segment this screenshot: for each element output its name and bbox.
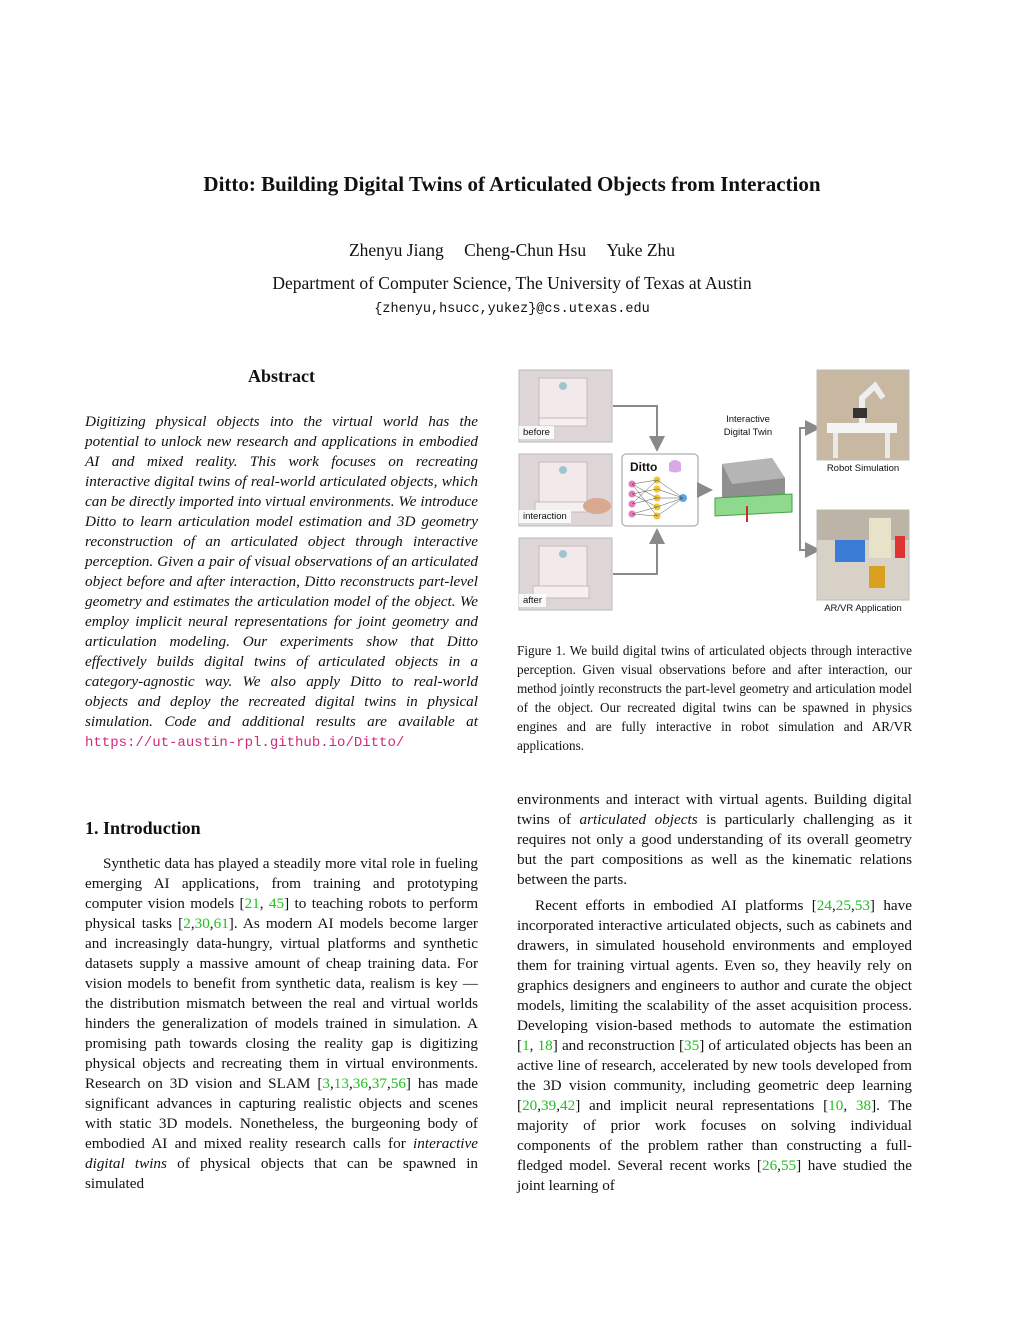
- ditto-model-label: Ditto: [630, 460, 658, 474]
- citation-link[interactable]: 61: [213, 915, 229, 932]
- citation-link[interactable]: 24: [816, 897, 832, 914]
- citation-link[interactable]: 10: [828, 1097, 844, 1114]
- digital-twin-label-line2: Digital Twin: [723, 427, 773, 438]
- project-url-link[interactable]: https://ut-austin-rpl.github.io/Ditto/: [85, 735, 405, 751]
- figure-1: [517, 368, 912, 620]
- citation-link[interactable]: 3: [322, 1075, 330, 1092]
- text-run: ] and reconstruction [: [552, 1037, 685, 1054]
- citation-link[interactable]: 21: [244, 895, 260, 912]
- right-column-body: [517, 790, 912, 1196]
- author-name: Zhenyu Jiang: [348, 240, 444, 260]
- before-label: before: [519, 426, 554, 439]
- text-run: is particularly challenging as it requires not only a good understanding of its overall geometry but the part compositions as well as the kinematic relations between the parts.: [517, 811, 912, 888]
- arvr-application-image: [817, 510, 909, 600]
- citation-link[interactable]: 2: [183, 915, 191, 932]
- citation-link[interactable]: 26: [761, 1157, 778, 1174]
- abstract-body: [85, 412, 478, 753]
- citation-link[interactable]: 45: [268, 895, 285, 912]
- robot-simulation-label: Robot Simulation: [826, 463, 900, 474]
- author-name: Yuke Zhu: [606, 240, 676, 260]
- text-run: of physical objects that can be spawned in simulated: [85, 1155, 479, 1192]
- abstract-text: Digitizing physical objects into the virtual world has the potential to unlock new research and applications in embodied AI and mixed reality. This work focuses on recreating interactive digital twins of real-world articulated objects, which can be directly imported into virtual environments. We introduce Ditto to learn articulation model estimation and 3D geometry reconstruction of an articulated object through interactive perception. Given a pair of visual observations of an articulated object before and after interaction, Ditto reconstructs part-level geometry and estimates the articulation model of the object. We employ implicit neural representations for joint geometry and articulation modeling. Our experiments show that Ditto effectively builds digital twins of articulated objects in a category-agnostic way. We also apply Ditto to real-world objects and deploy the recreated digital twins in physical simulation. Code and additional results are available at: [85, 413, 478, 730]
- text-run: ] and implicit neural representations [: [575, 1097, 829, 1114]
- introduction-paragraph: Synthetic data has played a steadily more vital role in fueling emerging AI applications, from training and prototyping computer vision models [21, 45] to teaching robots to perform physical tasks [2,30,61]. As modern AI models become larger and increasingly data-hungry, virtual platforms and synthetic datasets supply a massive amount of cheap training data. For vision models to benefit from synthetic data, realism is key — the distribution mismatch between the real and virtual worlds hinders the generalization of models trained in simulation. A promising path towards closing the reality gap is digitizing physical objects and recreating them in virtual environments. Research on 3D vision and SLAM [3,13,36,37,56] has made significant advances in capturing realistic objects and scenes with static 3D models. Nonetheless, the burgeoning body of embodied AI and mixed reality research calls for interactive digital twins of physical objects that can be spawned in simulated: [85, 855, 479, 1192]
- citation-link[interactable]: 55: [780, 1157, 797, 1174]
- text-run: ] has made significant advances in capturing realistic objects and scenes with static 3D models. Nonetheless, the burgeoning body of embodied AI and mixed reality research calls for: [85, 1075, 479, 1152]
- affiliation: Department of Computer Science, The University of Texas at Austin: [272, 273, 752, 293]
- citation-link[interactable]: 56: [390, 1075, 406, 1092]
- emphasis-text: articulated objects: [579, 811, 698, 828]
- text-run: Synthetic data has played a steadily more vital role in fueling emerging AI applications, from training and prototyping computer vision models [: [85, 855, 478, 912]
- citation-link[interactable]: 25: [835, 897, 851, 914]
- citation-link[interactable]: 39: [541, 1097, 557, 1114]
- digital-twin-mesh: [715, 458, 792, 522]
- author-email: {zhenyu,hsucc,yukez}@cs.utexas.edu: [374, 302, 650, 317]
- emphasis-text: interactive digital twins: [85, 1135, 478, 1172]
- text-run: ] to teaching robots to perform physical tasks [: [85, 895, 479, 932]
- text-run: environments and interact with virtual agents. Building digital twins of: [517, 791, 912, 828]
- citation-link[interactable]: 42: [560, 1097, 576, 1114]
- author-list: [0, 240, 1024, 261]
- text-run: ] have studied the joint learning of: [517, 1157, 912, 1194]
- author-name: Cheng-Chun Hsu: [464, 240, 587, 260]
- citation-link[interactable]: 35: [684, 1037, 700, 1054]
- citation-link[interactable]: 20: [522, 1097, 538, 1114]
- citation-link[interactable]: 38: [855, 1097, 872, 1114]
- text-run: ]. The majority of prior work focuses on solving individual components of the problem rather than constructing a full-fledged model. Several recent works [: [517, 1097, 913, 1174]
- figure-diagram: [517, 368, 912, 620]
- interaction-label: interaction: [519, 510, 571, 523]
- paper-title: Ditto: Building Digital Twins of Articulated Objects from Interaction: [203, 172, 821, 196]
- figure-1-caption: Figure 1. We build digital twins of articulated objects through interactive perception. Given visual observations before and after interaction, our method jointly reconstructs the part-level geometry and articulation model of the object. Our recreated digital twins can be spawned in physics engines and are fully interactive in robot simulation and AR/VR applications.: [517, 643, 912, 753]
- arvr-application-label: AR/VR Application: [824, 603, 902, 614]
- section-heading-introduction: 1. Introduction: [85, 818, 201, 838]
- citation-link[interactable]: 13: [333, 1075, 349, 1092]
- abstract-heading: Abstract: [248, 366, 315, 386]
- text-run: Recent efforts in embodied AI platforms [: [535, 897, 817, 914]
- text-run: ]. As modern AI models become larger and increasingly data-hungry, virtual platforms and synthetic datasets supply a massive amount of cheap training data. For vision models to benefit from synthetic data, realism is key — the distribution mismatch between the real and virtual worlds hinders the generalization of models trained in simulation. A promising path towards closing the reality gap is digitizing physical objects and recreating them in virtual environments. Research on 3D vision and SLAM [: [85, 915, 478, 1092]
- paragraph: [517, 790, 912, 890]
- text-run: ] have incorporated interactive articulated objects, such as cabinets and drawers, in simulated household environments and employed them for training virtual agents. Even so, they heavily rely on graphics designers and engineers to author and curate the object models, limiting the scalability of the asset acquisition process. Developing vision-based methods to automate the estimation [: [517, 897, 912, 1054]
- text-run: ] of articulated objects has been an active line of research, accelerated by new tools developed from the 3D vision community, including geometric deep learning [: [517, 1037, 913, 1114]
- citation-link[interactable]: 18: [537, 1037, 553, 1054]
- after-label: after: [519, 594, 546, 607]
- citation-link[interactable]: 36: [352, 1075, 368, 1092]
- citation-link[interactable]: 53: [854, 897, 870, 914]
- paragraph: Recent efforts in embodied AI platforms [24,25,53] have incorporated interactive articulated objects, such as cabinets and drawers, in simulated household environments and employed them for training virtual agents. Even so, they heavily rely on graphics designers and engineers to author and curate the object models, limiting the scalability of the asset acquisition process. Developing vision-based methods to automate the estimation [1, 18] and reconstruction [35] of articulated objects has been an active line of research, accelerated by new tools developed from the 3D vision community, including geometric deep learning [20,39,42] and implicit neural representations [10, 38]. The majority of prior work focuses on solving individual components of the problem rather than constructing a full-fledged model. Several recent works [26,55] have studied the joint learning of: [517, 897, 913, 1194]
- citation-link[interactable]: 1: [522, 1037, 530, 1054]
- robot-simulation-image: [817, 370, 909, 460]
- citation-link[interactable]: 30: [194, 915, 210, 932]
- citation-link[interactable]: 37: [371, 1075, 387, 1092]
- digital-twin-label-line1: Interactive: [726, 414, 770, 425]
